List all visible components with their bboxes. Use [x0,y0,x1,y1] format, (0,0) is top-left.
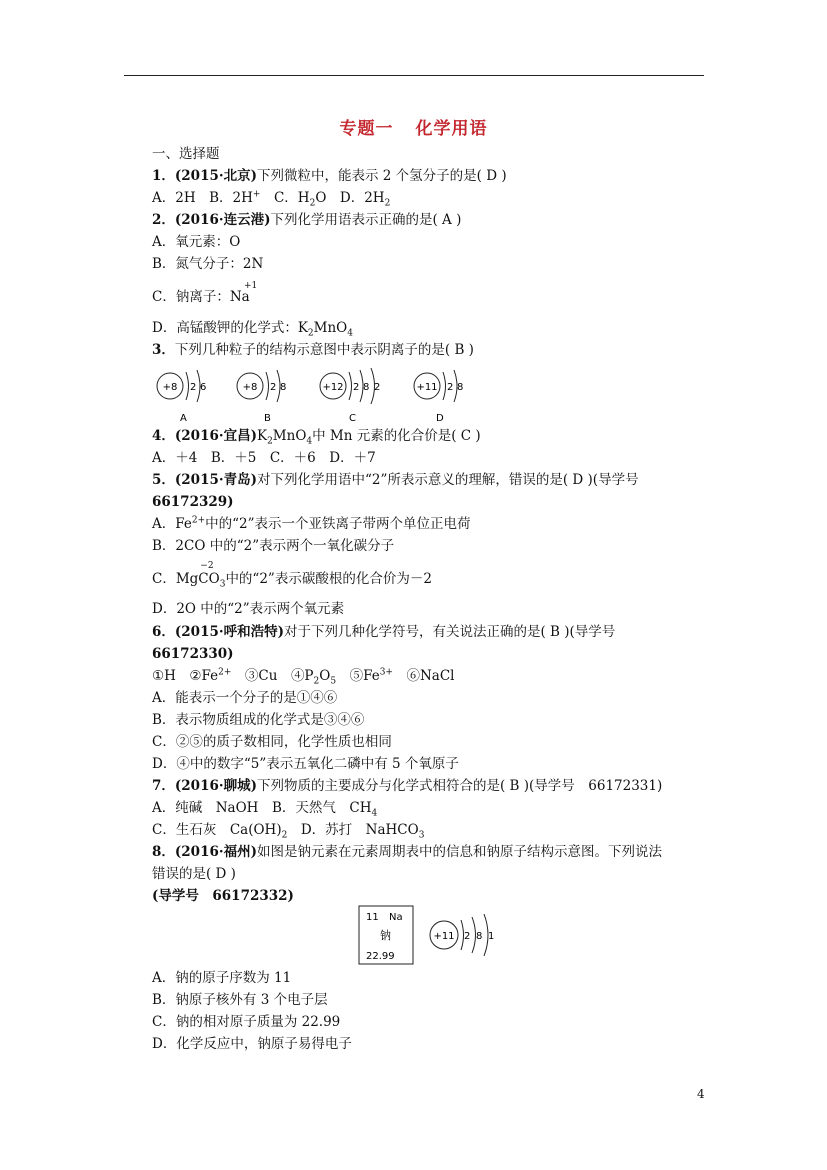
svg-text:6: 6 [200,382,207,393]
question-8-code: (导学号 66172332) [152,888,294,904]
svg-text:钠: 钠 [380,929,391,942]
svg-text:8: 8 [363,382,370,393]
svg-text:A: A [180,413,187,424]
svg-text:2: 2 [447,382,454,393]
svg-text:+8: +8 [242,382,258,393]
page-title: 专题一 化学用语 [339,119,488,139]
question-7-options-cd: C．生石灰 $Ca(OH)_2$ D．苏打 NaHCO$_3$ [152,822,425,841]
question-4-options: A．＋4 B．＋5 C．＋6 D．＋7 [152,450,376,466]
question-6-symbols: ①H $②Fe^{2+}$ ③Cu $④P_2O_5$ $⑤Fe^{3+}$ ⑥NaCl [152,667,455,687]
atom-a [157,370,206,424]
svg-text:2: 2 [374,382,381,393]
atom-structure-figure [150,366,480,426]
question-8-option-b: B．钠原子核外有 3 个电子层 [152,992,328,1008]
sodium-figure [358,905,508,967]
svg-text:2: 2 [353,382,360,393]
svg-text:2: 2 [464,931,471,942]
svg-text:8: 8 [457,382,464,393]
question-8: 8．(2016·福州)如图是钠元素在元素周期表中的信息和钠原子结构示意图。下列说法 [152,844,662,860]
question-5-option-d: D．2O 中的“2”表示两个氧元素 [152,601,345,617]
svg-text:8: 8 [476,931,483,942]
question-6-option-a: A．能表示一个分子的是①④⑥ [152,690,338,706]
question-2-option-b: B．氮气分子：2N [152,256,264,272]
svg-text:+8: +8 [162,382,178,393]
svg-text:D: D [436,413,444,424]
question-5-option-b: B．2CO 中的“2”表示两个一氧化碳分子 [152,538,395,554]
sodium-atom-structure [430,914,494,956]
svg-text:+11: +11 [433,931,455,942]
atom-c [320,368,380,424]
question-2-option-c: C．钠离子：Na [152,289,250,305]
atom-d [414,370,463,424]
svg-text:+11: +11 [416,382,438,393]
question-7: 7．(2016·聊城)下列物质的主要成分与化学式相符合的是( B )(导学号 66172331) [152,778,663,794]
question-8-line-2: 错误的是( D ) [152,866,236,882]
svg-text:22.99: 22.99 [366,951,395,962]
question-5-option-a: A．$Fe^{2+}$中的“2”表示一个亚铁离子带两个单位正电荷 [152,515,471,532]
header-rule [124,75,704,76]
question-2-option-d: D．高锰酸钾的化学式：$K_2MnO_4$ [152,320,353,339]
question-2-option-a: A．氧元素：O [152,234,241,250]
question-5-option-c: C．MgCO$_3$ −2 中的“2”表示碳酸根的化合价为－2 [152,561,432,590]
svg-text:B: B [264,413,271,424]
question-6-code: 66172330) [152,646,234,662]
svg-text:2: 2 [190,382,197,393]
question-8-option-d: D．化学反应中，钠原子易得电子 [152,1036,352,1052]
section-heading: 一、选择题 [152,146,220,162]
svg-text:8: 8 [280,382,287,393]
svg-text:11: 11 [366,912,379,923]
question-6-option-b: B．表示物质组成的化学式是③④⑥ [152,712,365,728]
question-2: 2．(2016·连云港)下列化学用语表示正确的是( A ) [152,212,462,228]
svg-text:2: 2 [270,382,277,393]
valence-mark: +1 [244,281,258,291]
question-1: 1．(2015·北京)下列微粒中，能表示 2 个氢分子的是( D ) [152,168,507,184]
question-6-option-d: D．④中的数字“5”表示五氧化二磷中有 5 个氧原子 [152,756,459,772]
question-7-options-ab: A．纯碱 NaOH B．天然气 $CH_4$ [152,800,378,819]
svg-text:C: C [349,413,356,424]
question-6: 6．(2015·呼和浩特)对于下列几种化学符号，有关说法正确的是( B )(导学号 [152,624,616,640]
atom-b [237,370,286,424]
question-5: 5．(2015·青岛)对下列化学用语中“2”所表示意义的理解，错误的是( D )(导学号 [152,472,639,488]
question-4: 4．(2016·宜昌)$K_2MnO_4$中 Mn 元素的化合价是( C ) [152,428,481,447]
svg-text:+12: +12 [322,382,344,393]
question-3: 3．下列几种粒子的结构示意图中表示阴离子的是( B ) [152,342,474,358]
question-8-option-c: C．钠的相对原子质量为 22.99 [152,1014,341,1030]
question-1-options: A．2H B．2H+ C．$H_2O$ D．$2H_2$ [152,189,391,209]
question-8-option-a: A．钠的原子序数为 11 [152,970,292,986]
question-6-option-c: C．②⑤的质子数相同，化学性质也相同 [152,734,392,750]
svg-text:1: 1 [488,931,495,942]
periodic-table-cell [359,906,413,964]
svg-text:Na: Na [389,912,403,923]
page-number: 4 [697,1087,705,1101]
question-5-code: 66172329) [152,494,234,510]
